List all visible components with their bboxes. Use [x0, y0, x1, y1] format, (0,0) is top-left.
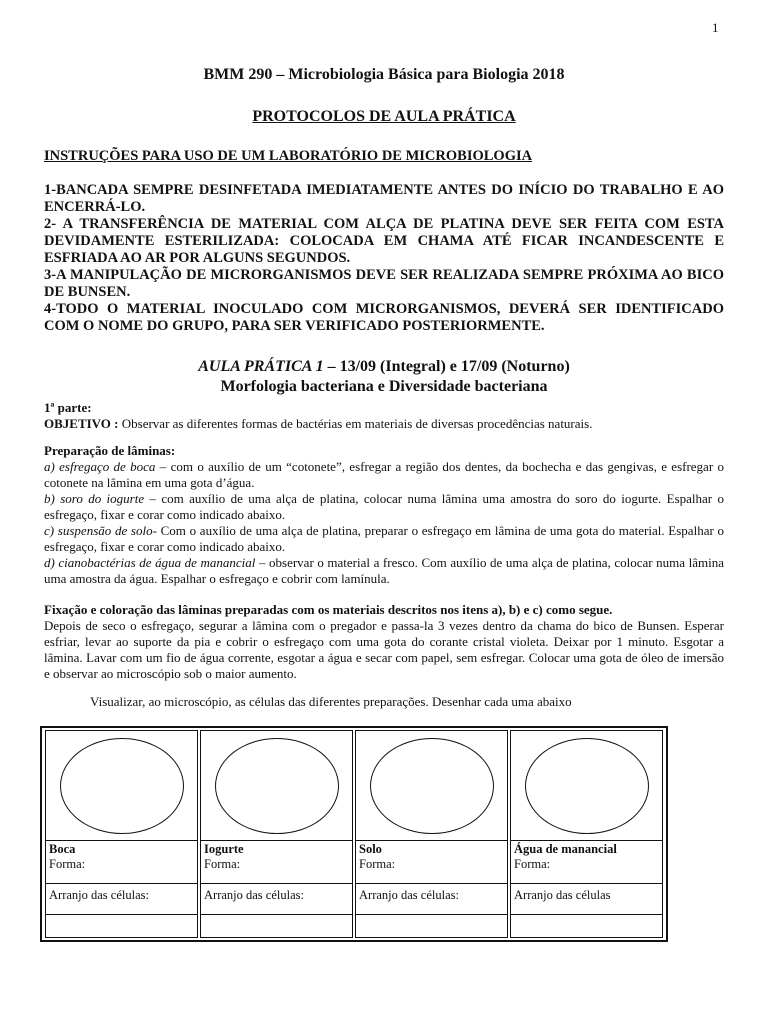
- fixation-text: Depois de seco o esfregaço, segurar a lâmina com o pregador e passa-la 3 vezes dentro da chama do bico de Bunsen. Esperar esfriar, levar ao suporte da pia e cobrir o esfregaço com uma gota do corante cristal violeta. Deixar por 1 minuto. Esgotar a lâmina. Lavar com um fio de água corrente, esgotar a água e secar com papel, sem esfregar. Colocar uma gota de óleo de imersão e observar ao microscópio sob o maior aumento.: [44, 618, 724, 681]
- cell-forma: Forma:: [46, 857, 197, 884]
- drawing-circle: [215, 738, 339, 834]
- visualize-instruction: Visualizar, ao microscópio, as células das diferentes preparações. Desenhar cada uma abaixo: [90, 694, 572, 709]
- prep-item: [44, 491, 724, 523]
- instructions-heading: INSTRUÇÕES PARA USO DE UM LABORATÓRIO DE MICROBIOLOGIA: [44, 148, 533, 164]
- fixation-section: [44, 602, 724, 682]
- practice-title: [0, 357, 768, 397]
- drawing-cell-solo: [355, 730, 508, 938]
- drawing-table: [40, 726, 668, 942]
- cell-blank: [46, 915, 197, 937]
- cell-blank: [356, 915, 507, 937]
- cell-arranjo: Arranjo das células: [511, 884, 662, 915]
- drawing-area: [511, 731, 662, 841]
- prep-item-label: b) soro do iogurte: [44, 491, 145, 506]
- drawing-cell-iogurte: [200, 730, 353, 938]
- page-number: 1: [712, 20, 719, 35]
- instruction-item: 2- A TRANSFERÊNCIA DE MATERIAL COM ALÇA DE PLATINA DEVE SER FEITA COM ESTA DEVIDAMENTE ESTERILIZADA: COLOCADA EM CHAMA ATÉ FICAR INCANDESCENTE E ESFRIADA AO AR POR ALGUNS SEGUNDOS.: [44, 216, 724, 266]
- drawing-circle: [370, 738, 494, 834]
- prep-heading: Preparação de lâminas:: [44, 443, 176, 458]
- prep-item-label: c) suspensão de solo: [44, 523, 153, 538]
- instruction-item: 4-TODO O MATERIAL INOCULADO COM MICRORGANISMOS, DEVERÁ SER IDENTIFICADO COM O NOME DO GRUPO, PARA SER VERIFICADO POSTERIORMENTE.: [44, 301, 724, 334]
- prep-item-label: a) esfregaço de boca: [44, 459, 156, 474]
- part-section: [44, 400, 724, 432]
- practice-title-dates: – 13/09 (Integral) e 17/09 (Noturno): [323, 358, 570, 375]
- prep-item: [44, 523, 724, 555]
- cell-blank: [201, 915, 352, 937]
- cell-label: Água de manancial: [514, 842, 617, 856]
- instructions-list: [44, 182, 724, 335]
- objective-label: OBJETIVO :: [44, 416, 119, 431]
- prep-item-label: d) cianobactérias de água de manancial: [44, 555, 256, 570]
- prep-item: [44, 459, 724, 491]
- drawing-cell-manancial: [510, 730, 663, 938]
- practice-title-italic: AULA PRÁTICA 1: [198, 358, 324, 375]
- prep-item-text: – com o auxílio de um “cotonete”, esfregar a região dos dentes, da bochecha e das gengivas, e esfregar o cotonete na lâmina em uma gota d’água.: [44, 459, 724, 490]
- cell-forma: Forma:: [511, 857, 662, 884]
- protocol-title: PROTOCOLOS DE AULA PRÁTICA: [252, 108, 516, 125]
- cell-label: Solo: [359, 842, 382, 856]
- cell-label: Iogurte: [204, 842, 244, 856]
- prep-item: [44, 555, 724, 587]
- drawing-circle: [525, 738, 649, 834]
- instruction-item: 1-BANCADA SEMPRE DESINFETADA IMEDIATAMENTE ANTES DO INÍCIO DO TRABALHO E AO ENCERRÁ-LO.: [44, 182, 724, 215]
- course-title: BMM 290 – Microbiologia Básica para Biologia 2018: [203, 66, 565, 83]
- prep-item-text: - Com o auxílio de uma alça de platina, preparar o esfregaço em lâmina de uma gota do material. Espalhar o esfregaço, fixar e corar como indicado abaixo.: [44, 523, 724, 554]
- instruction-item: 3-A MANIPULAÇÃO DE MICRORGANISMOS DEVE SER REALIZADA SEMPRE PRÓXIMA AO BICO DE BUNSEN.: [44, 267, 724, 300]
- drawing-area: [356, 731, 507, 841]
- cell-label: Boca: [49, 842, 76, 856]
- drawing-circle: [60, 738, 184, 834]
- prep-section: [44, 443, 724, 587]
- cell-arranjo: Arranjo das células:: [356, 884, 507, 915]
- objective: [44, 416, 724, 432]
- cell-forma: Forma:: [356, 857, 507, 884]
- cell-blank: [511, 915, 662, 937]
- prep-item-text: – com auxílio de uma alça de platina, colocar numa lâmina uma amostra do soro do iogurte. Espalhar o esfregaço, fixar e corar como indicado abaixo.: [44, 491, 724, 522]
- drawing-cell-boca: [45, 730, 198, 938]
- fixation-heading: Fixação e coloração das lâminas preparadas com os materiais descritos nos itens a), b) e c) como segue.: [44, 602, 613, 617]
- cell-arranjo: Arranjo das células:: [46, 884, 197, 915]
- prep-item-text: – observar o material a fresco. Com auxílio de uma alça de platina, colocar numa lâmina uma amostra da água. Espalhar o esfregaço e cobrir com lamínula.: [44, 555, 724, 586]
- drawing-area: [201, 731, 352, 841]
- objective-text: Observar as diferentes formas de bactérias em materiais de diversas procedências naturais.: [118, 416, 593, 431]
- drawing-area: [46, 731, 197, 841]
- cell-arranjo: Arranjo das células:: [201, 884, 352, 915]
- practice-subtitle: Morfologia bacteriana e Diversidade bacteriana: [220, 378, 548, 395]
- cell-forma: Forma:: [201, 857, 352, 884]
- part-label: 1ª parte:: [44, 400, 92, 415]
